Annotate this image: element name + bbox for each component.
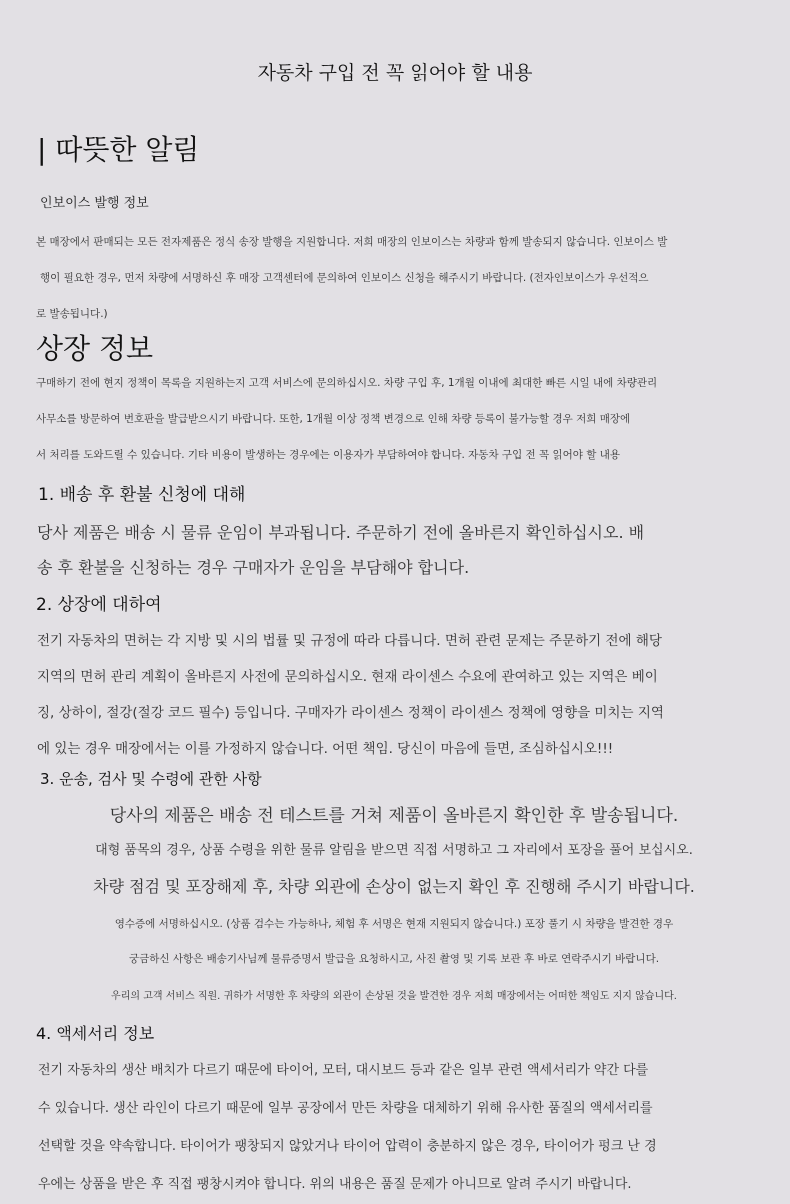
section-4-heading: 4. 액세서리 정보 [36, 1024, 155, 1043]
document-title: 자동차 구입 전 꼭 읽어야 할 내용 [257, 62, 533, 84]
paragraph-line: 서 처리를 도와드릴 수 있습니다. 기타 비용이 발생하는 경우에는 이용자가 부담하여야 합니다. 자동차 구입 전 꼭 읽어야 할 내용 [36, 449, 621, 461]
invoice-info-paragraph [36, 234, 748, 342]
paragraph-line: 수 있습니다. 생산 라인이 다르기 때문에 일부 공장에서 만든 차량을 대체하기 위해 유사한 품질의 액세서리를 [38, 1101, 653, 1116]
section-1-paragraph [37, 515, 644, 585]
paragraph-line: 궁금하신 사항은 배송기사님께 물류증명서 발급을 요청하시고, 사진 촬영 및 기록 보관 후 바로 연락주시기 바랍니다. [128, 953, 660, 965]
section-2-paragraph [37, 623, 664, 767]
paragraph-line: 징, 상하이, 절강(절강 코드 필수) 등입니다. 구매자가 라이센스 정책이 라이센스 정책에 영향을 미치는 지역 [37, 705, 664, 721]
paragraph-line: 차량 점검 및 포장해제 후, 차량 외관에 손상이 없는지 확인 후 진행해 주시기 바랍니다. [93, 877, 695, 896]
paragraph-line: 본 매장에서 판매되는 모든 전자제품은 정식 송장 발행을 지원합니다. 저희 매장의 인보이스는 차량과 함께 발송되지 않습니다. 인보이스 발 [36, 236, 668, 248]
paragraph-line: 영수증에 서명하십시오. (상품 검수는 가능하나, 체험 후 서명은 현재 지원되지 않습니다.) 포장 풀기 시 차량을 발견한 경우 [114, 918, 674, 930]
paragraph-line: 전기 자동차의 생산 배치가 다르기 때문에 타이어, 모터, 대시보드 등과 같은 일부 관련 액세서리가 약간 다를 [38, 1063, 649, 1078]
section-2-heading: 2. 상장에 대하여 [36, 595, 162, 615]
section-3-paragraph [38, 798, 750, 1017]
paragraph-line: 전기 자동차의 면허는 각 지방 및 시의 법률 및 규정에 따라 다릅니다. 면허 관련 문제는 주문하기 전에 해당 [37, 633, 662, 649]
paragraph-line: 송 후 환불을 신청하는 경우 구매자가 운임을 부담해야 합니다. [37, 558, 470, 577]
paragraph-line: 우리의 고객 서비스 직원. 귀하가 서명한 후 차량의 외관이 손상된 것을 발견한 경우 저희 매장에서는 어떠한 책임도 지지 않습니다. [111, 991, 677, 1002]
section-3-heading: 3. 운송, 검사 및 수령에 관한 사항 [40, 770, 262, 788]
paragraph-line: 선택할 것을 약속합니다. 타이어가 팽창되지 않았거나 타이어 압력이 충분하지 않은 경우, 타이어가 펑크 난 경 [38, 1139, 657, 1154]
product-info-heading: 상장 정보 [36, 332, 154, 365]
section-1-heading: 1. 배송 후 환불 신청에 대해 [38, 485, 246, 505]
paragraph-line: 로 발송됩니다.) [36, 308, 108, 320]
invoice-info-heading: 인보이스 발행 정보 [40, 196, 149, 211]
section-4-paragraph [38, 1052, 657, 1204]
paragraph-line: 대형 품목의 경우, 상품 수령을 위한 물류 알림을 받으면 직접 서명하고 그 자리에서 포장을 풀어 보십시오. [95, 843, 693, 858]
paragraph-line: 에 있는 경우 매장에서는 이를 가정하지 않습니다. 어떤 책임. 당신이 마음에 들면, 조심하십시오!!! [37, 741, 614, 757]
paragraph-line: 당사 제품은 배송 시 물류 운임이 부과됩니다. 주문하기 전에 올바른지 확인하십시오. 배 [37, 523, 645, 542]
paragraph-line: 당사의 제품은 배송 전 테스트를 거쳐 제품이 올바른지 확인한 후 발송됩니다. [109, 806, 679, 826]
paragraph-line: 사무소를 방문하여 번호판을 발급받으시기 바랍니다. 또한, 1개월 이상 정책 변경으로 인해 차량 등록이 불가능할 경우 저희 매장에 [36, 413, 631, 425]
paragraph-line: 우에는 상품을 받은 후 직접 팽창시켜야 합니다. 위의 내용은 품질 문제가 아니므로 알려 주시기 바랍니다. [38, 1177, 632, 1192]
paragraph-line: 행이 필요한 경우, 먼저 차량에 서명하신 후 매장 고객센터에 문의하여 인보이스 신청을 해주시기 바랍니다. (전자인보이스가 우선적으 [40, 272, 649, 284]
notice-heading: | 따뜻한 알림 [37, 133, 200, 166]
paragraph-line: 구매하기 전에 현지 정책이 목록을 지원하는지 고객 서비스에 문의하십시오. 차량 구입 후, 1개월 이내에 최대한 빠른 시일 내에 차량관리 [36, 377, 658, 389]
paragraph-line: 지역의 면허 관리 계획이 올바른지 사전에 문의하십시오. 현재 라이센스 수요에 관여하고 있는 지역은 베이 [37, 669, 658, 685]
product-info-paragraph [36, 375, 748, 483]
